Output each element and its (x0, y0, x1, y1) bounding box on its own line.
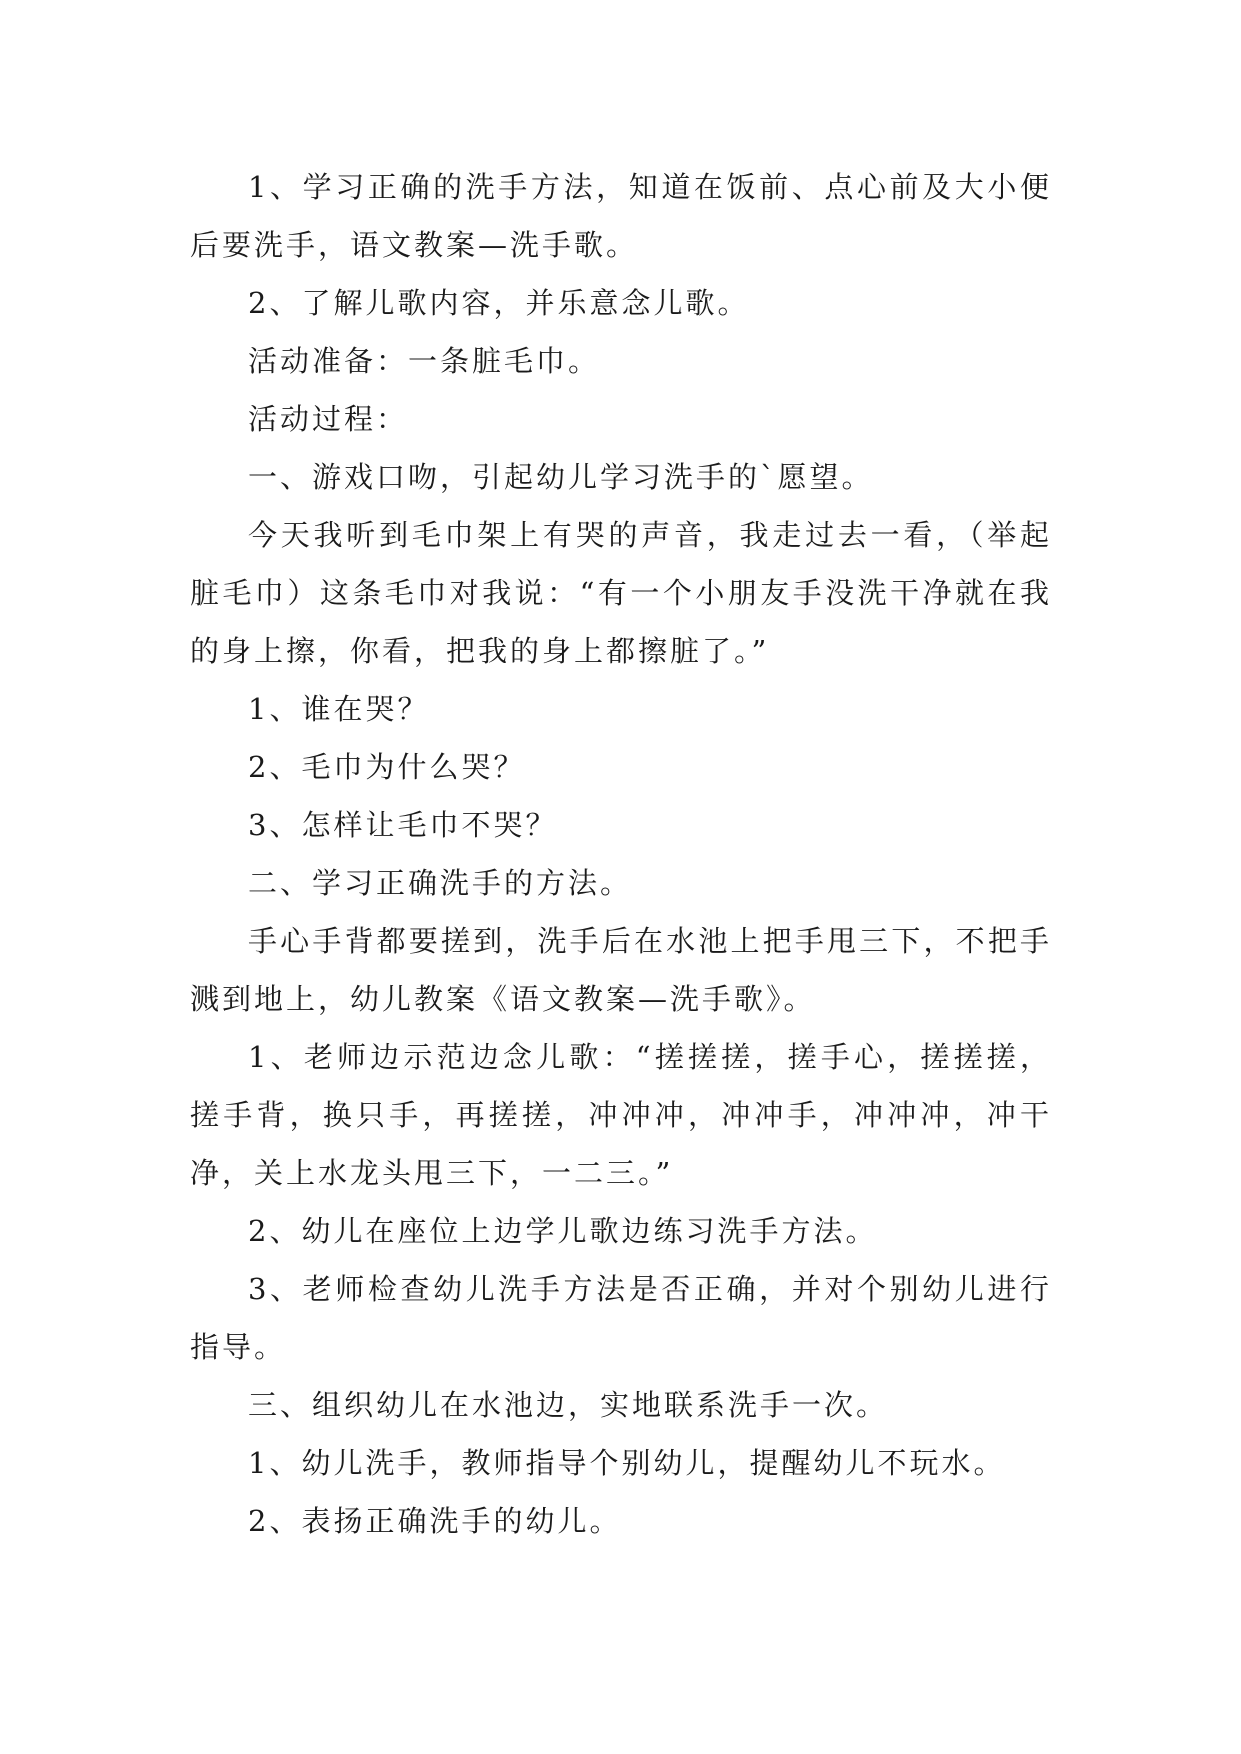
paragraph-question-3: 3、怎样让毛巾不哭？ (248, 808, 558, 842)
paragraph-rhyme: 1、老师边示范边念儿歌：“搓搓搓，搓手心，搓搓搓，搓手背，换只手，再搓搓，冲冲冲，冲冲手，冲冲冲，冲干净，关上水龙头甩三下，一二三。” (190, 1040, 1052, 1190)
document-page (190, 158, 1052, 1550)
paragraph-method: 手心手背都要搓到，洗手后在水池上把手甩三下，不把手溅到地上，幼儿教案《语文教案—洗手歌》。 (190, 924, 1052, 1016)
paragraph-section-3-heading: 三、组织幼儿在水池边，实地联系洗手一次。 (248, 1388, 889, 1422)
paragraph-section-2-heading: 二、学习正确洗手的方法。 (248, 866, 633, 900)
paragraph-preparation: 活动准备：一条脏毛巾。 (248, 344, 601, 378)
paragraph-story: 今天我听到毛巾架上有哭的声音，我走过去一看，（举起脏毛巾）这条毛巾对我说：“有一个小朋友手没洗干净就在我的身上擦，你看，把我的身上都擦脏了。” (190, 518, 1052, 668)
paragraph-process-heading: 活动过程： (248, 402, 409, 436)
paragraph-practice: 2、幼儿在座位上边学儿歌边练习洗手方法。 (248, 1214, 878, 1248)
paragraph-question-1: 1、谁在哭？ (248, 692, 430, 726)
paragraph-praise: 2、表扬正确洗手的幼儿。 (248, 1504, 622, 1538)
paragraph-section-1-heading: 一、游戏口吻，引起幼儿学习洗手的`愿望。 (248, 460, 874, 494)
paragraph-objective-2: 2、了解儿歌内容，并乐意念儿歌。 (248, 286, 750, 320)
paragraph-objective-1: 1、学习正确的洗手方法，知道在饭前、点心前及大小便后要洗手，语文教案—洗手歌。 (190, 170, 1052, 262)
paragraph-question-2: 2、毛巾为什么哭？ (248, 750, 526, 784)
paragraph-wash-hands: 1、幼儿洗手，教师指导个别幼儿，提醒幼儿不玩水。 (248, 1446, 1006, 1480)
paragraph-check: 3、老师检查幼儿洗手方法是否正确，并对个别幼儿进行指导。 (190, 1272, 1052, 1364)
